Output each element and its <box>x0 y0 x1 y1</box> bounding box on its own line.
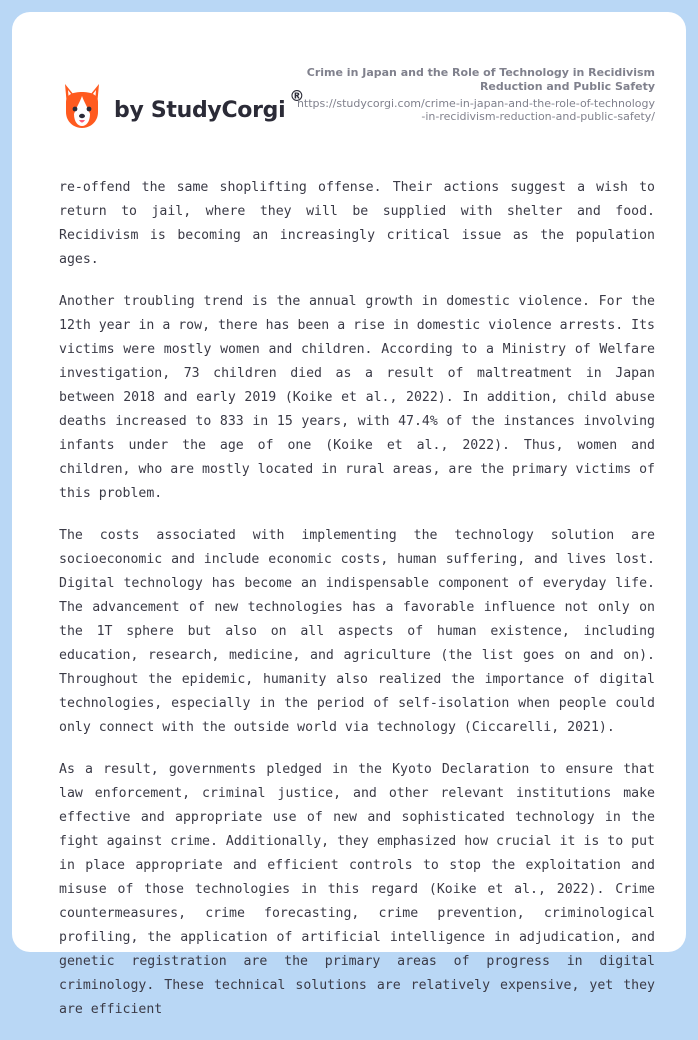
document-page <box>12 12 686 1017</box>
registered-mark: ® <box>289 87 305 105</box>
paragraph: As a result, governments pledged in the Kyoto Declaration to ensure that law enforcement, criminal justice, and other relevant institutions make effective and appropriate use of new and sophisticated technology in the fight against crime. Additionally, they emphasized how crucial it is to put in place appropriate and efficient controls to stop the exploitation and misuse of those technologies in this regard (Koike et al., 2022). Crime countermeasures, crime forecasting, crime prevention, criminological profiling, the application of artificial intelligence in adjudication, and genetic registration are the primary areas of progress in digital criminology. These technical solutions are relatively expensive, yet they are efficient <box>59 762 655 1017</box>
studycorgi-logo[interactable] <box>62 76 304 136</box>
corgi-icon <box>62 82 102 130</box>
document-title: Crime in Japan and the Role of Technology in Recidivism Reduction and Public Safety <box>306 66 655 93</box>
document-header <box>295 66 655 123</box>
brand-name: by StudyCorgi <box>114 97 286 123</box>
paragraph: The costs associated with implementing the technology solution are socioeconomic and include economic costs, human suffering, and lives lost. Digital technology has become an indispensable component of everyday life. The advancement of new technologies has a favorable influence not only on the 1T sphere but also on all aspects of human existence, including education, research, medicine, and agriculture (the list goes on and on). Throughout the epidemic, humanity also realized the importance of digital technologies, especially in the period of self-isolation when people could only connect with the outside world via technology (Ciccarelli, 2021). <box>59 528 655 735</box>
paragraph: re-offend the same shoplifting offense. Their actions suggest a wish to return to jail, where they will be supplied with shelter and food. Recidivism is becoming an increasingly critical issue as the population ages. <box>59 180 655 267</box>
paragraph: Another troubling trend is the annual growth in domestic violence. For the 12th year in a row, there has been a rise in domestic violence arrests. Its victims were mostly women and children. According to a Ministry of Welfare investigation, 73 children died as a result of maltreatment in Japan between 2018 and early 2019 (Koike et al., 2022). In addition, child abuse deaths increased to 833 in 15 years, with 47.4% of the instances involving infants under the age of one (Koike et al., 2022). Thus, women and children, who are mostly located in rural areas, are the primary victims of this problem. <box>59 294 655 501</box>
document-url[interactable]: https://studycorgi.com/crime-in-japan-and-the-role-of-technology-in-recidivism-reduction-and-public-safety/ <box>296 97 655 123</box>
document-body <box>59 176 655 1040</box>
